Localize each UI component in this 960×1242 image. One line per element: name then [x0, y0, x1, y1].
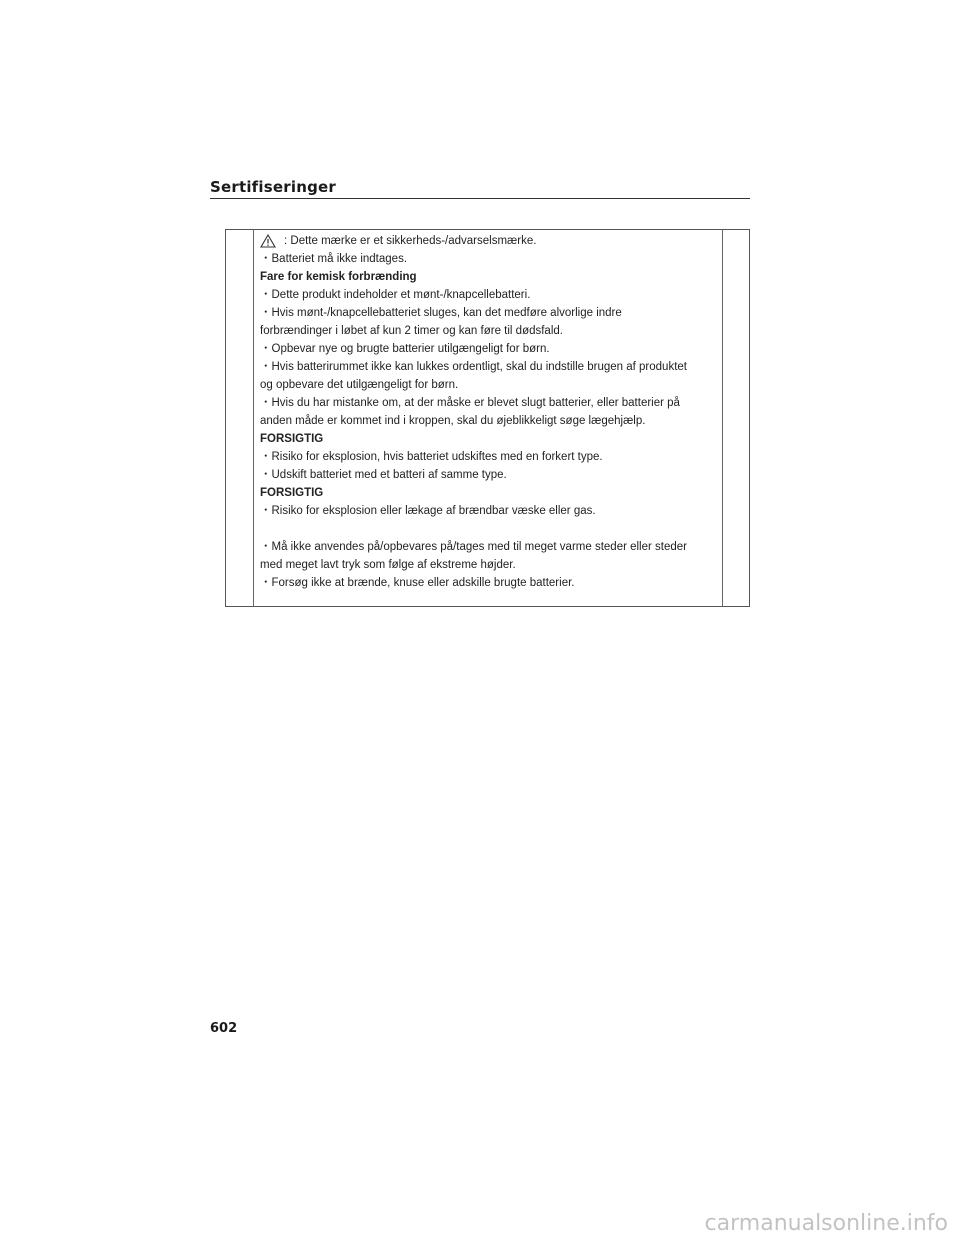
title-divider [210, 198, 750, 199]
notice-line: og opbevare det utilgængeligt for børn. [260, 379, 459, 391]
notice-box-inner-right-rule [722, 229, 723, 607]
notice-line: ・Udskift batteriet med et batteri af samme type. [260, 469, 507, 481]
notice-line: med meget lavt tryk som følge af ekstreme højder. [260, 559, 516, 571]
notice-line: ・Hvis mønt-/knapcellebatteriet sluges, kan det medføre alvorlige indre [260, 307, 622, 319]
notice-line: ・Må ikke anvendes på/opbevares på/tages med til meget varme steder eller steder [260, 541, 687, 553]
notice-line: ・Dette produkt indeholder et mønt-/knapcellebatteri. [260, 289, 531, 301]
notice-heading: FORSIGTIG [260, 487, 324, 499]
notice-line: ・Batteriet må ikke indtages. [260, 253, 408, 265]
notice-heading: Fare for kemisk forbrænding [260, 271, 417, 283]
notice-line: anden måde er kommet ind i kroppen, skal du øjeblikkeligt søge lægehjælp. [260, 415, 646, 427]
warning-line-text: : Dette mærke er et sikkerheds-/advarselsmærke. [284, 235, 537, 247]
warning-triangle-icon [260, 234, 276, 248]
section-title: Sertifiseringer [210, 178, 336, 196]
notice-line: ・Risiko for eksplosion eller lækage af brændbar væske eller gas. [260, 505, 596, 517]
warning-line [260, 232, 715, 250]
notice-line: ・Risiko for eksplosion, hvis batteriet udskiftes med en forkert type. [260, 451, 603, 463]
notice-spacer [260, 520, 715, 538]
notice-line: forbrændinger i løbet af kun 2 timer og kan føre til dødsfald. [260, 325, 563, 337]
notice-content [260, 232, 715, 592]
watermark: carmanualsonline.info [704, 1211, 948, 1236]
notice-heading: FORSIGTIG [260, 433, 324, 445]
notice-line: ・Hvis du har mistanke om, at der måske er blevet slugt batterier, eller batterier på [260, 397, 680, 409]
page-number: 602 [210, 1021, 238, 1036]
notice-line: ・Opbevar nye og brugte batterier utilgængeligt for børn. [260, 343, 550, 355]
notice-box-inner-left-rule [253, 229, 254, 607]
notice-line: ・Forsøg ikke at brænde, knuse eller adskille brugte batterier. [260, 577, 575, 589]
notice-line: ・Hvis batterirummet ikke kan lukkes ordentligt, skal du indstille brugen af produktet [260, 361, 687, 373]
